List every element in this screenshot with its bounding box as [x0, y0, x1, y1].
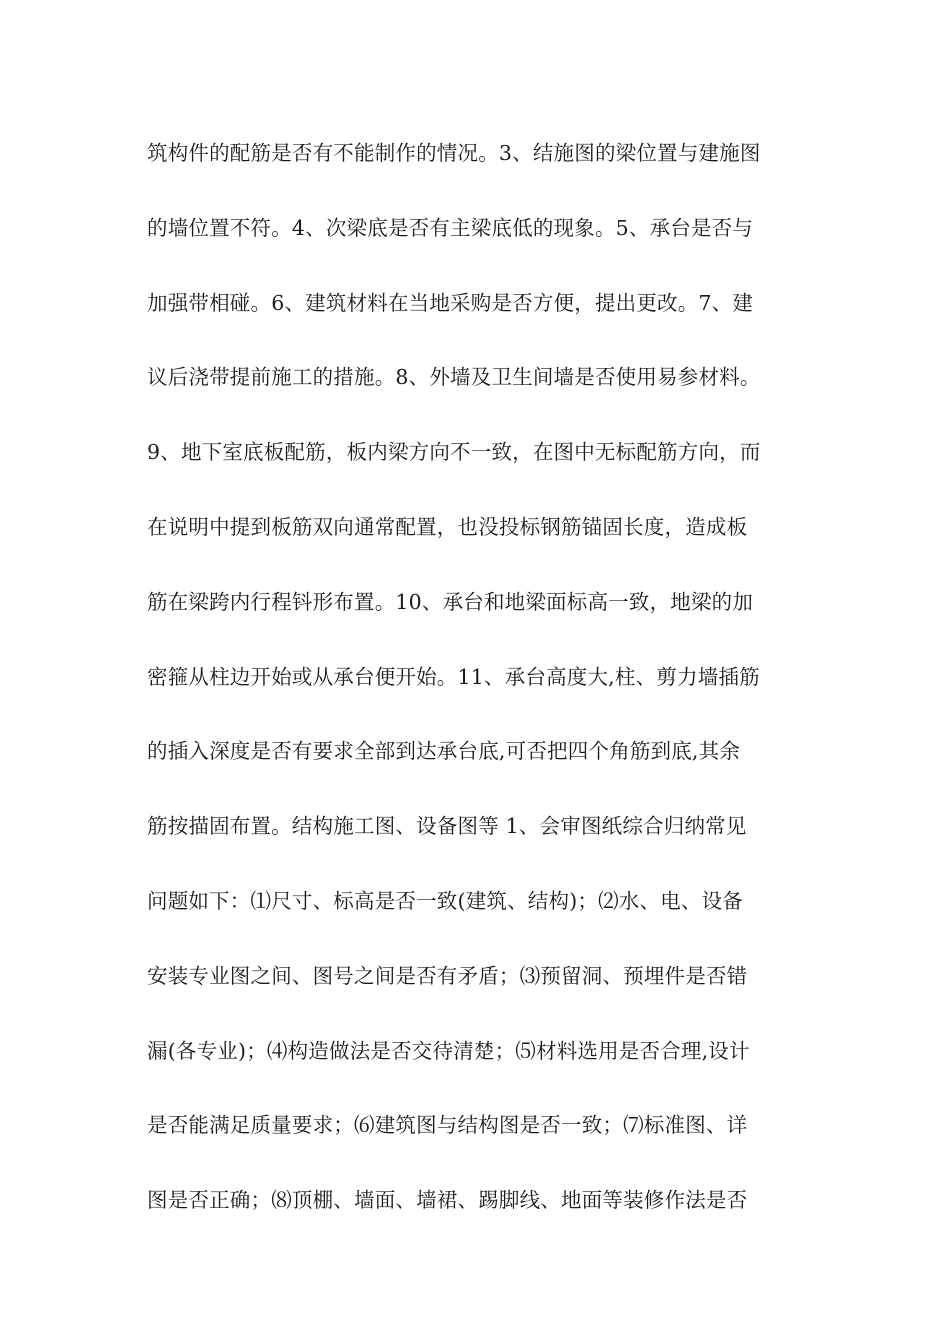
text-line: 在说明中提到板筋双向通常配置，也没投标钢筋锚固长度，造成板	[147, 514, 748, 539]
body-text	[147, 132, 827, 1254]
text-line: 漏(各专业)；⑷构造做法是否交待清楚；⑸材料选用是否合理,设计	[147, 1038, 750, 1063]
text-line: 密箍从柱边开始或从承台便开始。11、承台高度大,柱、剪力墙插筋	[147, 664, 760, 689]
text-line: 问题如下：⑴尺寸、标高是否一致(建筑、结构)；⑵水、电、设备	[147, 888, 743, 913]
text-line: 图是否正确；⑻顶棚、墙面、墙裙、踢脚线、地面等装修作法是否	[147, 1188, 748, 1213]
text-line: 安装专业图之间、图号之间是否有矛盾；⑶预留洞、预埋件是否错	[147, 963, 748, 988]
text-line: 9、地下室底板配筋，板内梁方向不一致，在图中无标配筋方向，而	[147, 440, 761, 465]
text-line: 加强带相碰。6、建筑材料在当地采购是否方便，提出更改。7、建	[147, 290, 754, 315]
text-line: 筋按描固布置。结构施工图、设备图等 1、会审图纸综合归纳常见	[147, 814, 747, 839]
text-line: 的墙位置不符。4、次梁底是否有主梁底低的现象。5、承台是否与	[147, 215, 754, 240]
text-line: 筋在梁跨内行程钭形布置。10、承台和地梁面标高一致，地梁的加	[147, 589, 754, 614]
text-line: 是否能满足质量要求；⑹建筑图与结构图是否一致；⑺标准图、详	[147, 1113, 748, 1138]
text-line: 的插入深度是否有要求全部到达承台底,可否把四个角筋到底,其余	[147, 739, 741, 764]
text-line: 筑构件的配筋是否有不能制作的情况。3、结施图的梁位置与建施图	[147, 141, 761, 165]
text-line: 议后浇带提前施工的措施。8、外墙及卫生间墙是否使用易参材料。	[147, 365, 761, 390]
